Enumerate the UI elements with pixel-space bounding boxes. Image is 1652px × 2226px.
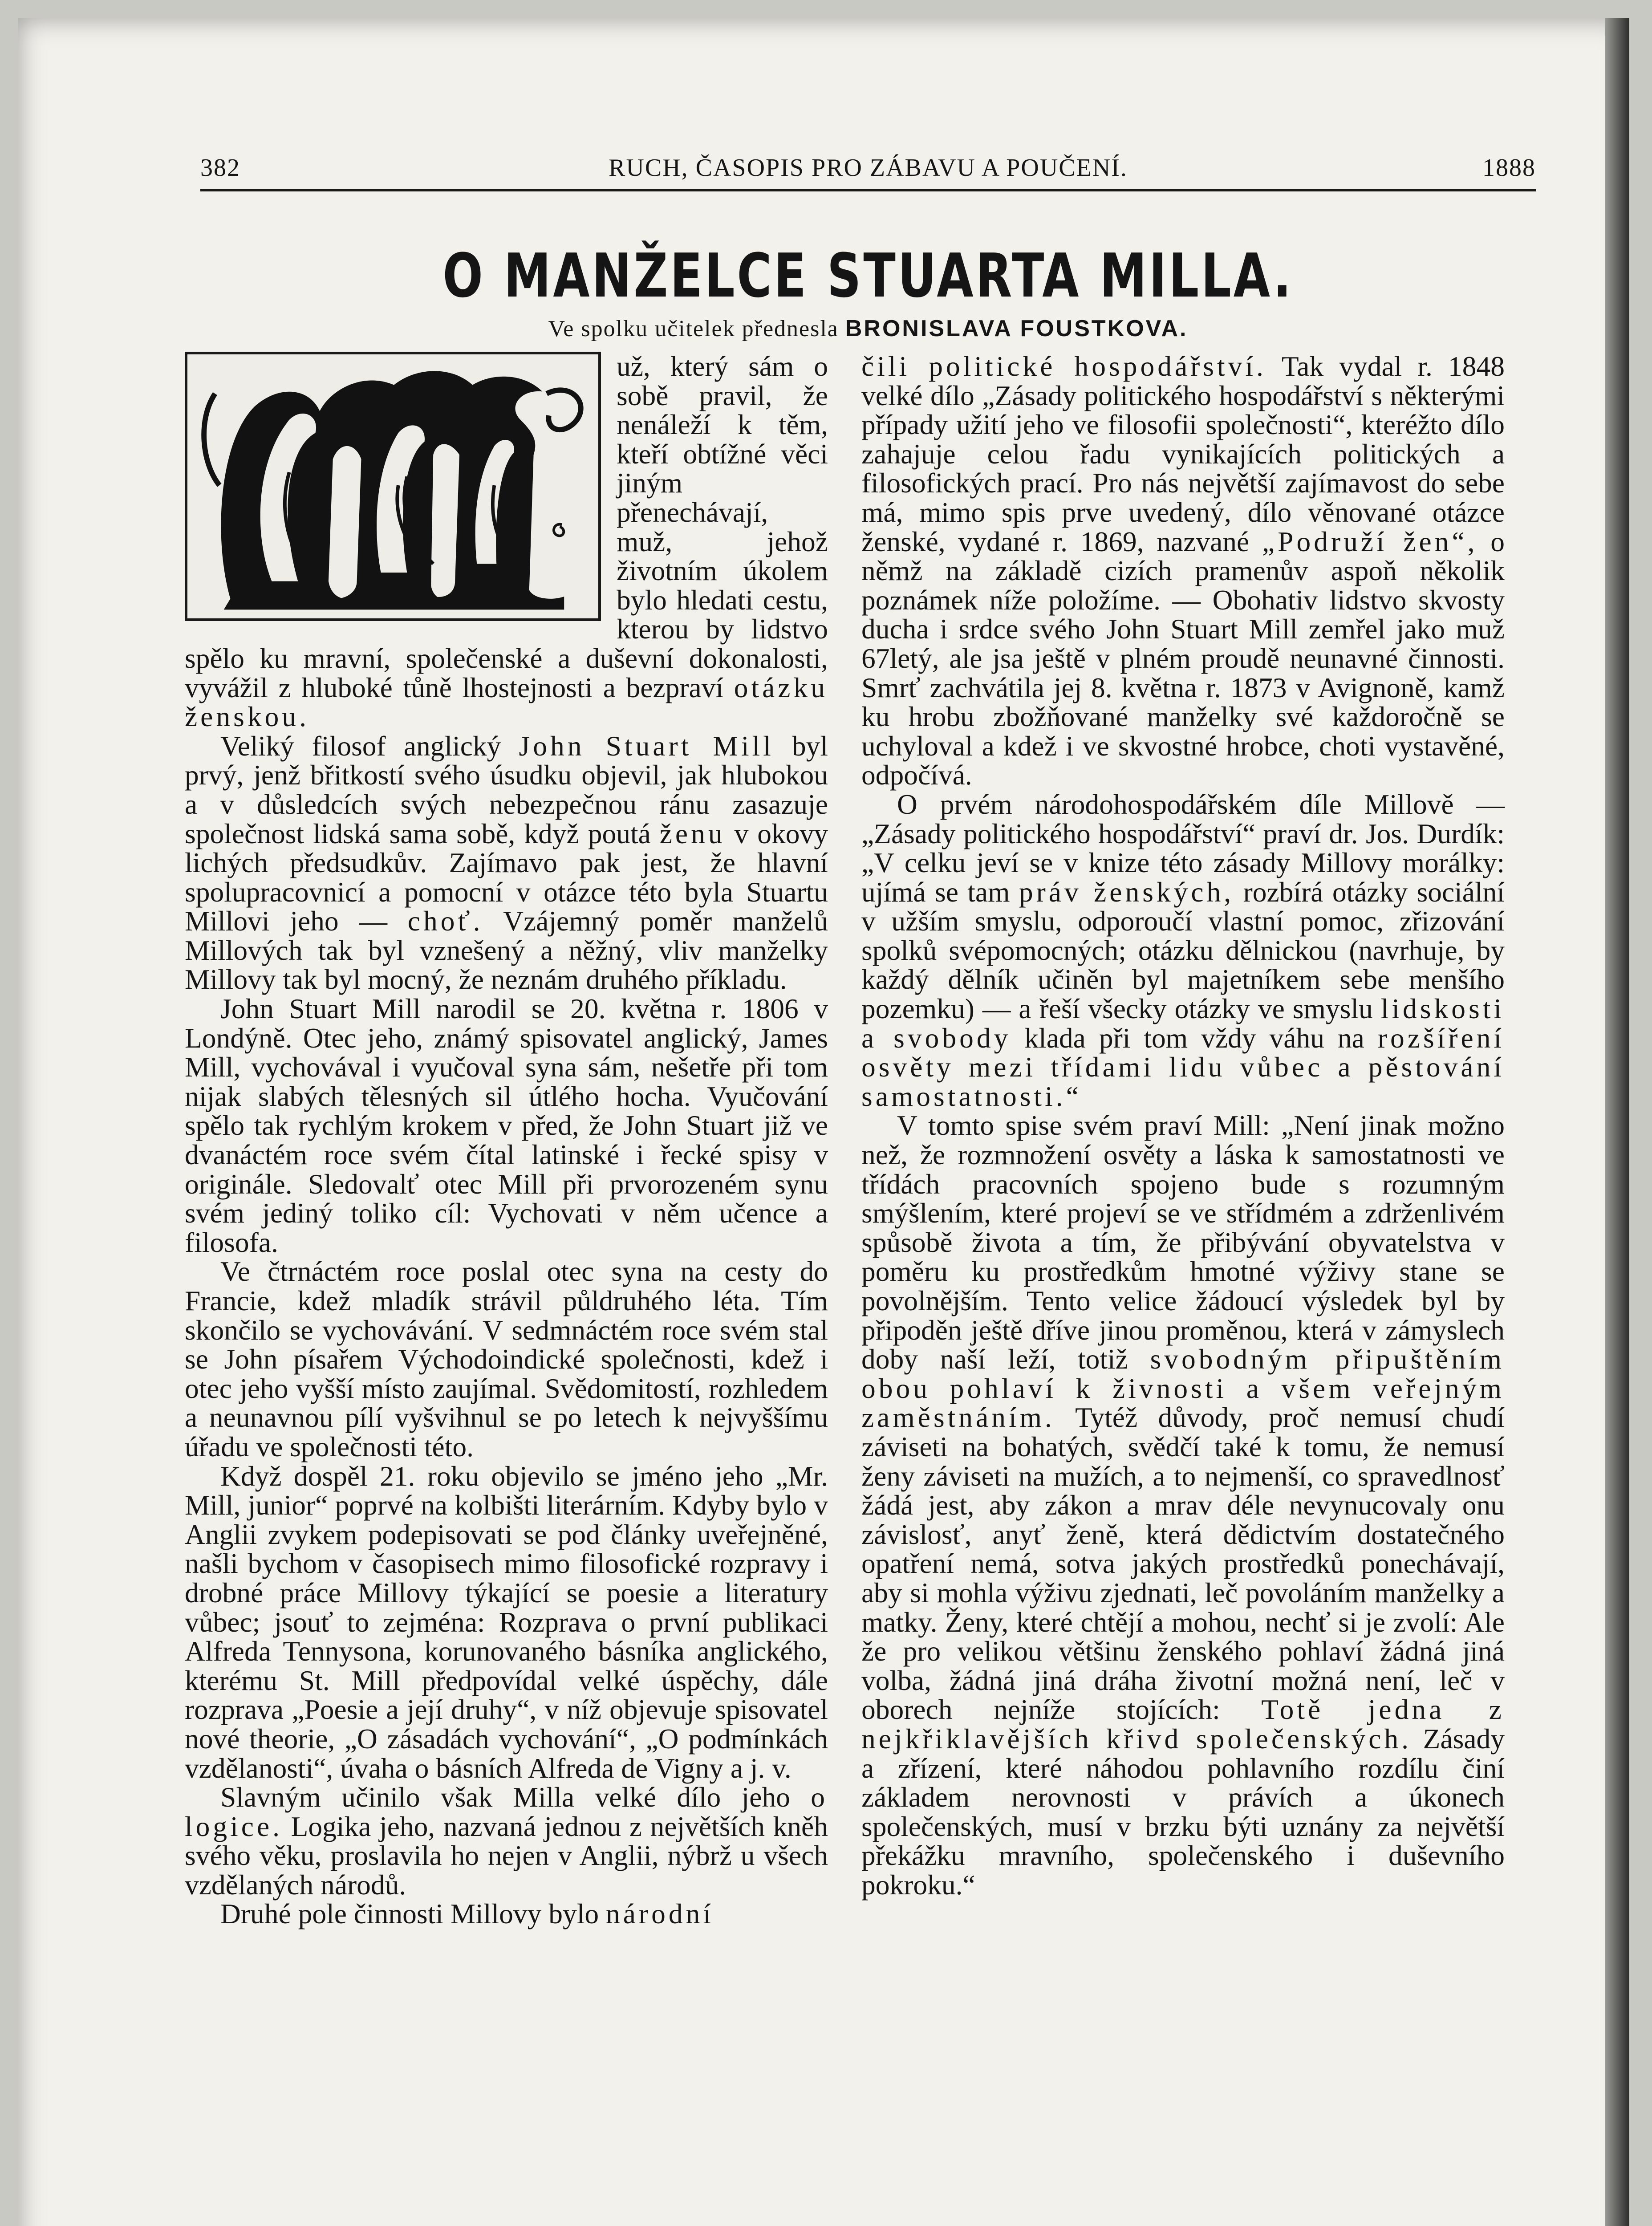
lc-p2-a: Veliký filosof anglický (220, 730, 501, 762)
rc-p1-b: o němž na základě cizích pramenův aspoň několik poznámek níže položíme. — Obohativ lidstvo skvosty ducha i srdce svého John Stuart Mill zemřel jako muž 67letý, ale jsa ještě v plném proudě neunavné činnosti. Smrť zachvátila jej 8. května r. 1873 v Avignoně, kamž ku hrobu zbožňované manželky své každoročně se uchyloval a kdež i ve skvostné hrobce, choti vystavěné, odpočívá. (861, 525, 1505, 791)
lc-p3: John Stuart Mill narodil se 20. května r. 1806 v Londýně. Otec jeho, známý spisovatel anglický, James Mill, vychovával i vyučoval syna sám, nešetře při tom nijak slabých tělesných sil útlého hocha. Vyučování spělo tak rychlým krokem v před, že John Stuart již ve dvanáctém roce svém čítal latinské i řecké spisy v originále. Sledovalť otec Mill při prvorozeném synu svém jediný toliko cíl: Vychovati v něm učence a filosofa. (185, 993, 828, 1258)
lc-p2-c: v okovy lichých předsudkův. Zajímavo pak jest, že hlavní spolupracovnicí a pomocní v otázce této byla Stuartu Millovi jeho — (185, 817, 828, 937)
rc-p3-a: V tomto spise svém praví Mill: „Není jinak možno než, že rozmnožení osvěty a láska k samostatnosti ve třídách pracovních spojeno bude s rozumným smýšlením, které projeví se ve střídmém a zdrženlivém spůsobě života a tím, že přibývání obyvatelstva v poměru ku prostředkům hmotné výživy stane se povolnějším. Tento velice žádoucí výsledek byl by připoděn ještě dříve jinou proměnou, která v zámyslech doby naší leží, totiž (861, 1109, 1505, 1375)
lc-p2-chot: choť. (407, 905, 483, 937)
lc-p2-name: John Stuart Mill (519, 730, 774, 762)
rc-p2-roz: rozšíření osvěty mezi třídami lidu vůbec a pěstování samostatnosti.“ (861, 1022, 1505, 1112)
lc-p5: Když dospěl 21. roku objevilo se jméno jeho „Mr. Mill, junior“ poprvé na kolbišti literárním. Kdyby bylo v Anglii zvykem podepisovati se pod články uveřejněné, našli bychom v časopisech mimo filosofické rozpravy i drobné práce Millovy týkající se poesie a literatury vůbec; jsouť to zejména: Rozprava o první publikaci Alfreda Tennysona, korunovaného básníka anglického, kterému St. Mill předpovídal velké úspěchy, dále rozprava „Poesie a její druhy“, v níž objevuje spisovatel nové theorie, „O zásadách vychování“, „O podmínkách vzdělanosti“, úvaha o básních Alfreda de Vigny a j. v. (185, 1460, 828, 1784)
rc-p2-prav: práv ženských, (1019, 876, 1234, 908)
rc-p3-b: Tytéž důvody, proč nemusí chudí záviseti na bohatých, svědčí také k tomu, že nemusí ženy záviseti na mužích, a to nejmenší, co spravedlnosť žádá jest, aby zákon a mrav déle nevynucovaly onu závislosť, anyť ženě, která dědictvím dostatečného opatření nemá, sotva jakých prostředků ponechávají, aby si mohla výživu zjednati, leč povoláním manželky a matky. Ženy, které chtějí a mohou, nechť si je zvolí: Ale že pro velikou většinu ženského pohlaví žádná jiná volba, žádná jiná dráha životní možná není, leč v oborech nejníže stojících: (861, 1401, 1505, 1726)
running-header (200, 154, 1536, 189)
rc-p1-spaced: čili politické hospodářství. (861, 350, 1266, 382)
header-rule (200, 189, 1536, 191)
lc-p1-rest: kterou by lidstvo spělo ku mravní, společenské a duševní dokonalosti, vyvážil z hluboké tůně lhostejnosti a bezpraví (185, 613, 828, 703)
rc-p1-a: Tak vydal r. 1848 velké dílo „Zásady politického hospodářství s některými případy užití jeho ve filosofii společnosti“, kteréžto dílo zahajuje celou řadu vynikajících politických a filosofických prací. Pro nás největší zajímavost do sebe má, mimo spis prve uvedený, dílo věnované otázce ženské, vydané r. 1869, nazvané (861, 350, 1505, 557)
lc-p1-beside: už, který sám o sobě pravil, že nenáleží k těm, kteří obtížné věci jiným přenechávají, muž, jehož životním úkolem bylo hledati cestu, (617, 350, 828, 616)
lc-p1-spaced: otázku ženskou. (185, 671, 828, 733)
lc-p7-narodni: národní (606, 1898, 714, 1930)
lc-p6-a: Slavným učinilo však Milla velké dílo jeho (220, 1781, 790, 1813)
lc-p7-a: Druhé pole činnosti Millovy bylo (220, 1898, 599, 1930)
rc-p2-a: O prvém národohospodářském díle Millově — „Zásady politického hospodářství“ praví dr. Jos. Durdík: „V celku jeví se v knize této zásady Millovy morálky: ujímá se tam (861, 788, 1505, 908)
left-column (185, 352, 828, 1929)
lc-p2-d: Vzájemný poměr manželů Millových tak byl vznešený a něžný, vliv manželky Millovy tak byl mocný, že neznám druhého příkladu. (185, 905, 828, 995)
ornamental-initial-m-icon (187, 354, 598, 618)
rc-p2-c: klada při tom vždy váhu na (1024, 1022, 1364, 1054)
article-title: O MANŽELCE STUARTA MILLA. (442, 240, 1294, 311)
lc-p2-b: byl prvý, jenž břitkostí svého úsudku objevil, jak hlubokou a v důsledcích svých nebezpečnou ránu zasazuje společnost lidská sama sobě, když poutá (185, 730, 828, 849)
year: 1888 (1482, 154, 1536, 182)
rc-p1-podruzi: „Podruží žen“, (1262, 525, 1478, 557)
rc-p3-c: Zásady a zřízení, které náhodou pohlavního rozdílu činí základem nerovnosti v právích a úkonech společenských, musí v brzku býti uznány za největší překážku mravního, společenského i duševního pokroku.“ (861, 1722, 1505, 1901)
rc-p3-svob: svobodným připuštěním obou pohlaví k živnosti a všem veřejným zaměstnáním. (861, 1343, 1505, 1434)
lc-p6-logice: o logice. (185, 1781, 828, 1842)
running-title: RUCH, ČASOPIS PRO ZÁBAVU A POUČENÍ. (609, 154, 1128, 182)
lc-p6-b: Logika jeho, nazvaná jednou z největších kněh svého věku, proslavila ho nejen v Anglii, nýbrž u všech vzdělaných národů. (185, 1810, 828, 1901)
lc-p2-zenu: ženu (659, 817, 726, 849)
ornamental-initial (185, 352, 601, 621)
rc-p2-b: rozbírá otázky sociální v užším smyslu, odporoučí vlastní pomoc, zřizování spolků svépomocných; otázku dělnickou (navrhuje, by každý dělník učiněn byl majetníkem sebe menšího pozemku) — a řeší všecky otázky ve smyslu (861, 876, 1505, 1025)
right-column (861, 352, 1505, 1899)
lc-p4: Ve čtrnáctém roce poslal otec syna na cesty do Francie, kdež mladík strávil půldruhého léta. Tím skončilo se vychovávání. V sedmnáctém roce svém stal se John písařem Východoindické společnosti, kdež i otec jeho vyšší místo zaujímal. Svědomitostí, rozhledem a neunavnou pílí vyšvihnul se po letech k nejvyššímu úřadu ve společnosti této. (185, 1255, 828, 1462)
author-name: BRONISLAVA FOUSTKOVA. (845, 316, 1188, 341)
page-number: 382 (200, 154, 240, 182)
byline (200, 315, 1536, 342)
byline-prefix: Ve spolku učitelek přednesla (548, 316, 839, 341)
rc-p3-tote: Totě jedna z nejkřiklavějších křivd společenských. (861, 1694, 1505, 1755)
rc-p2-lid: lidskosti a svobody (861, 993, 1505, 1054)
book-binding-edge (1605, 18, 1629, 2226)
